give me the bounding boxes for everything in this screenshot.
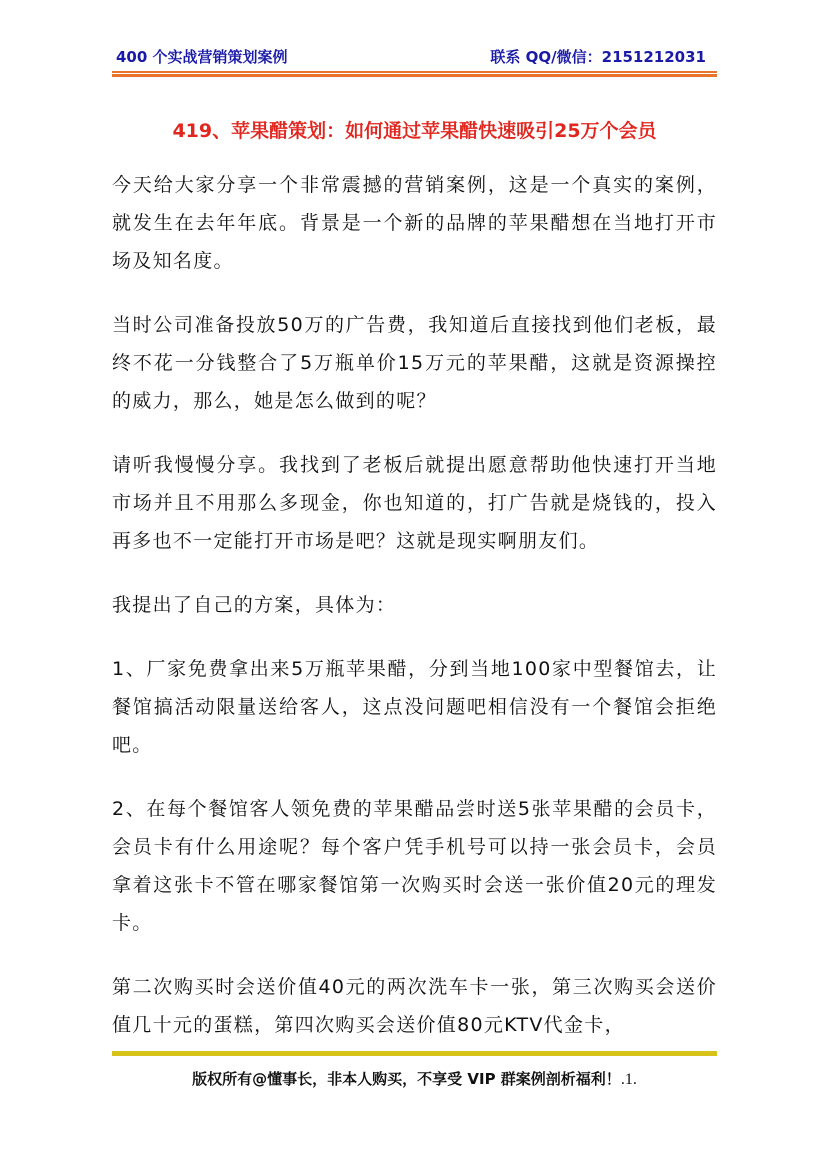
header-rule-thin: [112, 71, 717, 73]
paragraph-4: 我提出了自己的方案，具体为：: [112, 594, 397, 616]
header-contact: 联系 QQ/微信：2151212031: [490, 48, 706, 66]
page-header: [116, 46, 706, 72]
paragraph-3: 请听我慢慢分享。我找到了老板后就提出愿意帮助他快速打开当地市场并且不用那么多现金，你也知道的，打广告就是烧钱的，投入再多也不一定能打开市场是吧？这就是现实啊朋友们。: [112, 454, 717, 552]
paragraph-6: 2、在每个餐馆客人领免费的苹果醋品尝时送5张苹果醋的会员卡，会员卡有什么用途呢？每个客户凭手机号可以持一张会员卡，会员拿着这张卡不管在哪家餐馆第一次购买时会送一张价值20元的理发卡。: [112, 798, 717, 934]
paragraph-2: 当时公司准备投放50万的广告费，我知道后直接找到他们老板，最终不花一分钱整合了5万瓶单价15万元的苹果醋，这就是资源操控的威力，那么，她是怎么做到的呢？: [112, 314, 717, 412]
page-footer: [112, 1068, 717, 1089]
page-number: .1.: [620, 1071, 637, 1088]
footer-rule: [112, 1051, 717, 1056]
footer-copyright: 版权所有@懂事长，非本人购买，不享受 VIP 群案例剖析福利！: [192, 1070, 621, 1088]
paragraph-1: 今天给大家分享一个非常震撼的营销案例，这是一个真实的案例，就发生在去年年底。背景是一个新的品牌的苹果醋想在当地打开市场及知名度。: [112, 174, 717, 272]
article-title: 419、苹果醋策划：如何通过苹果醋快速吸引25万个会员: [172, 120, 657, 142]
header-rule-thick: [112, 74, 717, 77]
paragraph-7: 第二次购买时会送价值40元的两次洗车卡一张，第三次购买会送价值几十元的蛋糕，第四次购买会送价值80元KTV代金卡，: [112, 976, 717, 1036]
header-collection-title: 400 个实战营销策划案例: [116, 48, 288, 66]
article-body: [112, 166, 717, 1070]
paragraph-5: 1、厂家免费拿出来5万瓶苹果醋，分到当地100家中型餐馆去，让餐馆搞活动限量送给客人，这点没问题吧相信没有一个餐馆会拒绝吧。: [112, 658, 717, 756]
